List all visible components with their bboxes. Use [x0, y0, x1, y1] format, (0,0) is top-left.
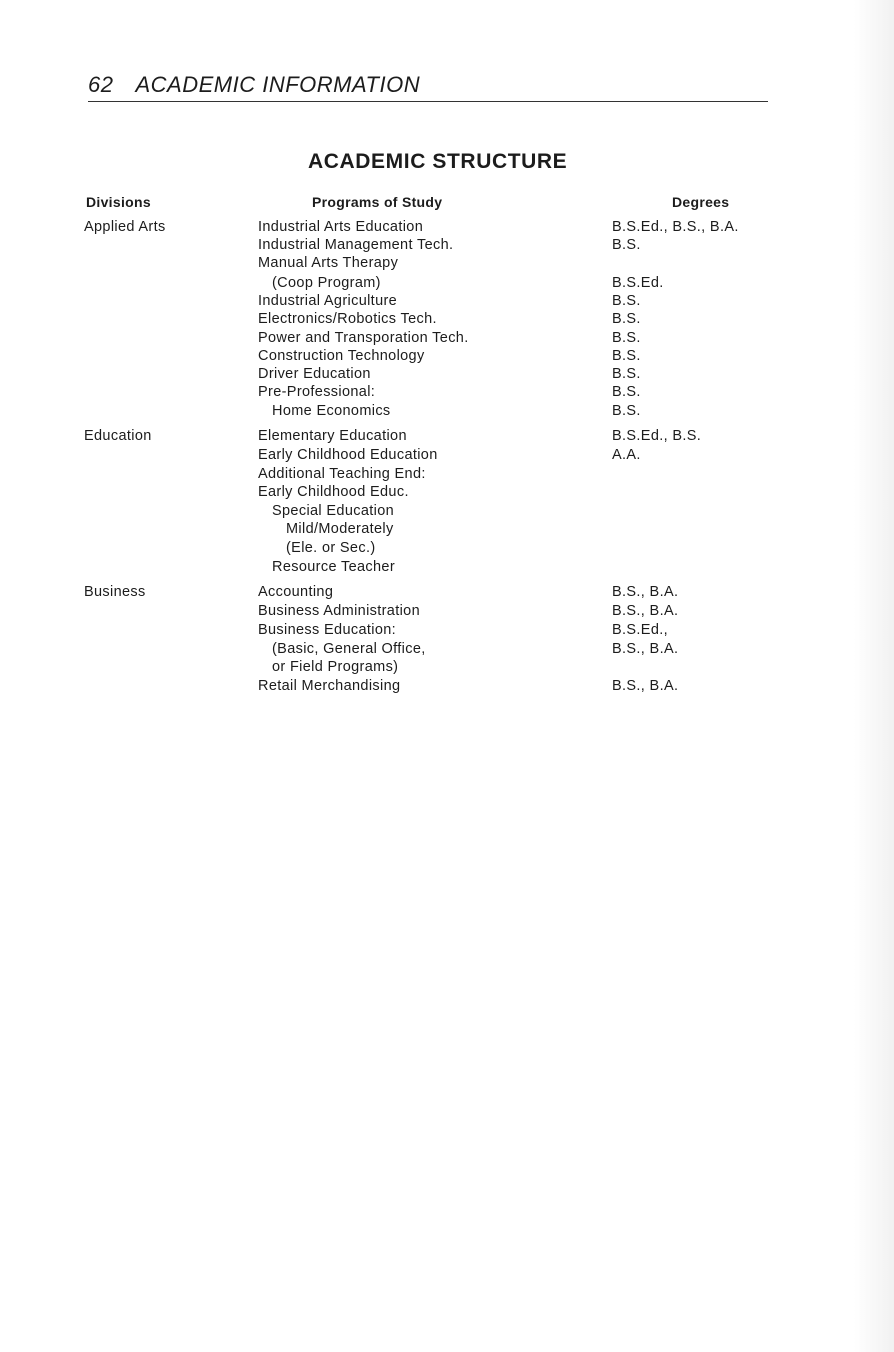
- program-cell: Special Education: [272, 503, 395, 519]
- program-cell: Additional Teaching End:: [258, 466, 426, 482]
- program-cell: Industrial Agriculture: [258, 293, 398, 309]
- program-cell: Industrial Arts Education: [258, 219, 424, 235]
- program-cell: Construction Technology: [258, 348, 425, 364]
- program-cell: Retail Merchandising: [258, 678, 401, 694]
- program-cell: Early Childhood Education: [258, 447, 438, 463]
- degree-cell: B.S.: [612, 348, 641, 364]
- program-cell: Electronics/Robotics Tech.: [258, 311, 437, 327]
- program-cell: (Ele. or Sec.): [286, 540, 376, 556]
- page-title: ACADEMIC STRUCTURE: [308, 150, 568, 173]
- program-cell: Elementary Education: [258, 428, 407, 444]
- division-cell: Applied Arts: [84, 219, 166, 235]
- degree-cell: B.S.: [612, 293, 641, 309]
- program-cell: Home Economics: [272, 403, 391, 419]
- program-cell: Resource Teacher: [272, 559, 396, 575]
- program-cell: Business Education:: [258, 622, 397, 638]
- header-rule: [88, 101, 768, 102]
- column-header-degrees: Degrees: [672, 194, 730, 210]
- program-cell: Pre-Professional:: [258, 384, 376, 400]
- column-header-divisions: Divisions: [86, 194, 151, 210]
- program-cell: Early Childhood Educ.: [258, 484, 409, 500]
- program-cell: Manual Arts Therapy: [258, 255, 399, 271]
- program-cell: Power and Transporation Tech.: [258, 330, 469, 346]
- program-cell: Driver Education: [258, 366, 371, 382]
- program-cell: (Coop Program): [272, 275, 381, 291]
- degree-cell: B.S.Ed.,: [612, 622, 668, 638]
- degree-cell: B.S., B.A.: [612, 678, 679, 694]
- page-number: 62: [88, 72, 114, 97]
- degree-cell: B.S.: [612, 330, 641, 346]
- degree-cell: B.S.: [612, 384, 641, 400]
- degree-cell: B.S.: [612, 311, 641, 327]
- degree-cell: B.S.Ed., B.S., B.A.: [612, 219, 739, 235]
- degree-cell: B.S.Ed., B.S.: [612, 428, 702, 444]
- program-cell: Business Administration: [258, 603, 420, 619]
- degree-cell: B.S.: [612, 237, 641, 253]
- program-cell: Mild/Moderately: [286, 521, 394, 537]
- section-name: ACADEMIC INFORMATION: [135, 72, 421, 97]
- degree-cell: B.S.Ed.: [612, 275, 664, 291]
- division-cell: Education: [84, 428, 152, 444]
- degree-cell: B.S.: [612, 366, 641, 382]
- program-cell: or Field Programs): [272, 659, 399, 675]
- page-edge-shadow: [854, 0, 894, 1352]
- column-header-programs: Programs of Study: [312, 194, 443, 210]
- division-cell: Business: [84, 584, 146, 600]
- degree-cell: B.S., B.A.: [612, 603, 679, 619]
- degree-cell: B.S.: [612, 403, 641, 419]
- running-header: [88, 72, 420, 98]
- program-cell: Accounting: [258, 584, 334, 600]
- degree-cell: B.S., B.A.: [612, 584, 679, 600]
- degree-cell: B.S., B.A.: [612, 641, 679, 657]
- program-cell: (Basic, General Office,: [272, 641, 426, 657]
- program-cell: Industrial Management Tech.: [258, 237, 454, 253]
- degree-cell: A.A.: [612, 447, 641, 463]
